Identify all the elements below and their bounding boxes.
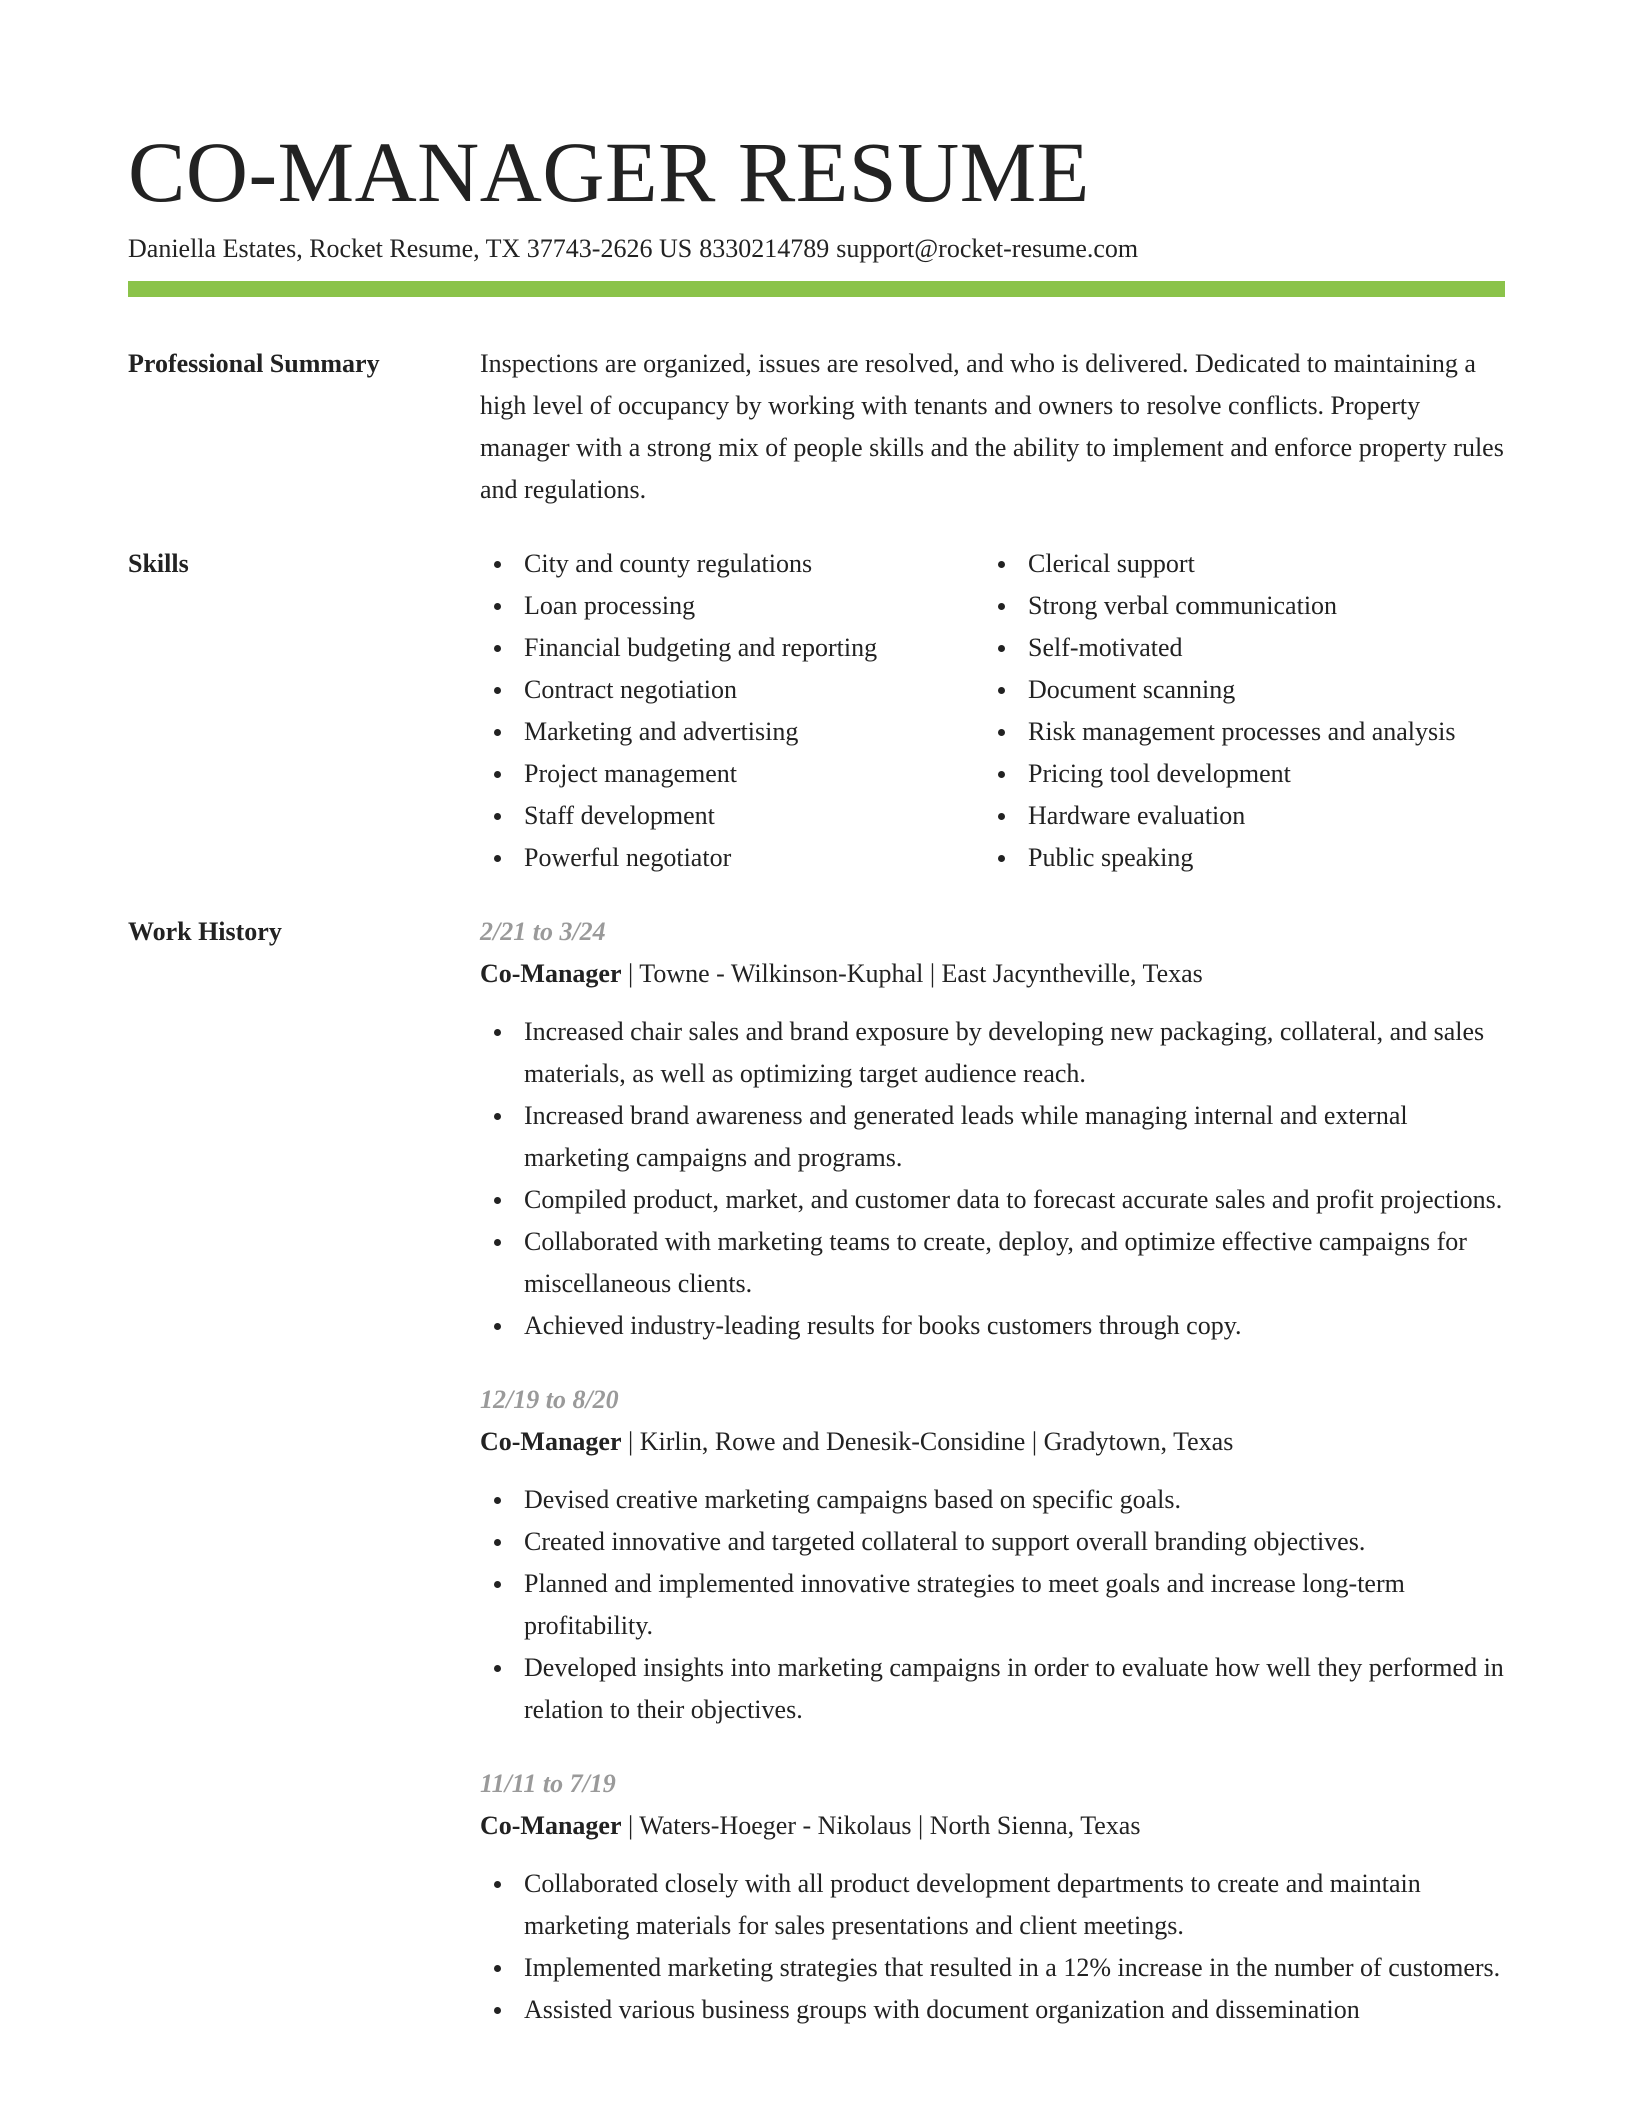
job-bullets <box>480 1011 1505 1347</box>
summary-text: Inspections are organized, issues are resolved, and who is delivered. Dedicated to maintaining a high level of occupancy by working with tenants and owners to resolve conflicts. Property manager with a strong mix of people skills and the ability to implement and enforce property rules and regulations. <box>480 349 1504 504</box>
skill-item: Contract negotiation <box>480 669 984 711</box>
job-heading <box>480 1805 1505 1847</box>
job-bullets <box>480 1863 1505 2031</box>
job-bullet: Collaborated with marketing teams to create, deploy, and optimize effective campaigns for miscellaneous clients. <box>480 1221 1505 1305</box>
job-bullet: Collaborated closely with all product development departments to create and maintain marketing materials for sales presentations and client meetings. <box>480 1863 1505 1947</box>
job-separator: | <box>621 959 640 988</box>
job-bullet: Achieved industry-leading results for books customers through copy. <box>480 1305 1505 1347</box>
work-history-section <box>128 911 1505 2063</box>
job-company: Kirlin, Rowe and Denesik-Considine <box>639 1427 1026 1456</box>
skill-item: Risk management processes and analysis <box>984 711 1504 753</box>
contact-email: support@rocket-resume.com <box>836 234 1139 263</box>
job-bullet: Developed insights into marketing campaigns in order to evaluate how well they performed in relation to their objectives. <box>480 1647 1505 1731</box>
job-heading <box>480 953 1505 995</box>
job-title: Co-Manager <box>480 1811 622 1840</box>
skill-item: Financial budgeting and reporting <box>480 627 984 669</box>
job-location: Gradytown, Texas <box>1043 1427 1234 1456</box>
skill-item: Loan processing <box>480 585 984 627</box>
job-entry <box>480 911 1505 1347</box>
job-bullets <box>480 1479 1505 1731</box>
skill-item: Project management <box>480 753 984 795</box>
skill-item: Marketing and advertising <box>480 711 984 753</box>
skill-item: Staff development <box>480 795 984 837</box>
job-bullet: Increased chair sales and brand exposure by developing new packaging, collateral, and sales materials, as well as optimizing target audience reach. <box>480 1011 1505 1095</box>
skills-list <box>480 543 1505 879</box>
section-label-summary: Professional Summary <box>128 349 380 378</box>
job-date: 11/11 to 7/19 <box>480 1769 616 1798</box>
skill-item: Self-motivated <box>984 627 1504 669</box>
job-title: Co-Manager <box>480 959 622 988</box>
job-bullet: Assisted various business groups with document organization and dissemination <box>480 1989 1505 2031</box>
job-entry <box>480 1379 1505 1731</box>
skill-item: Pricing tool development <box>984 753 1504 795</box>
skill-item: Strong verbal communication <box>984 585 1504 627</box>
section-label-work: Work History <box>128 917 282 946</box>
professional-summary-section <box>128 343 1505 511</box>
job-separator: | <box>911 1811 930 1840</box>
job-separator: | <box>923 959 942 988</box>
skill-item: Document scanning <box>984 669 1504 711</box>
job-separator: | <box>621 1811 640 1840</box>
job-location: East Jacyntheville, Texas <box>941 959 1203 988</box>
job-bullet: Implemented marketing strategies that resulted in a 12% increase in the number of customers. <box>480 1947 1505 1989</box>
skill-item: Hardware evaluation <box>984 795 1504 837</box>
skill-item: Public speaking <box>984 837 1504 879</box>
job-bullet: Devised creative marketing campaigns based on specific goals. <box>480 1479 1505 1521</box>
work-history-list <box>480 911 1505 2063</box>
skills-column-2 <box>984 543 1504 879</box>
contact-address: Daniella Estates, Rocket Resume, TX 37743-2626 US <box>128 234 693 263</box>
job-heading <box>480 1421 1505 1463</box>
job-bullet: Compiled product, market, and customer data to forecast accurate sales and profit projections. <box>480 1179 1505 1221</box>
job-date: 12/19 to 8/20 <box>480 1385 619 1414</box>
job-company: Towne - Wilkinson-Kuphal <box>639 959 924 988</box>
contact-line <box>128 232 1505 266</box>
resume-title: CO-MANAGER RESUME <box>128 124 1090 220</box>
job-title: Co-Manager <box>480 1427 622 1456</box>
section-label-skills: Skills <box>128 549 189 578</box>
job-bullet: Planned and implemented innovative strategies to meet goals and increase long-term profitability. <box>480 1563 1505 1647</box>
skill-item: City and county regulations <box>480 543 984 585</box>
job-location: North Sienna, Texas <box>929 1811 1141 1840</box>
resume-page <box>128 124 1505 2063</box>
job-separator: | <box>1025 1427 1044 1456</box>
skills-column-1 <box>480 543 984 879</box>
skill-item: Clerical support <box>984 543 1504 585</box>
accent-divider <box>128 281 1505 297</box>
skills-section <box>128 543 1505 879</box>
job-company: Waters-Hoeger - Nikolaus <box>639 1811 912 1840</box>
job-separator: | <box>621 1427 640 1456</box>
job-bullet: Created innovative and targeted collateral to support overall branding objectives. <box>480 1521 1505 1563</box>
contact-phone: 8330214789 <box>699 234 830 263</box>
skill-item: Powerful negotiator <box>480 837 984 879</box>
job-date: 2/21 to 3/24 <box>480 917 606 946</box>
job-entry <box>480 1763 1505 2031</box>
job-bullet: Increased brand awareness and generated leads while managing internal and external marketing campaigns and programs. <box>480 1095 1505 1179</box>
